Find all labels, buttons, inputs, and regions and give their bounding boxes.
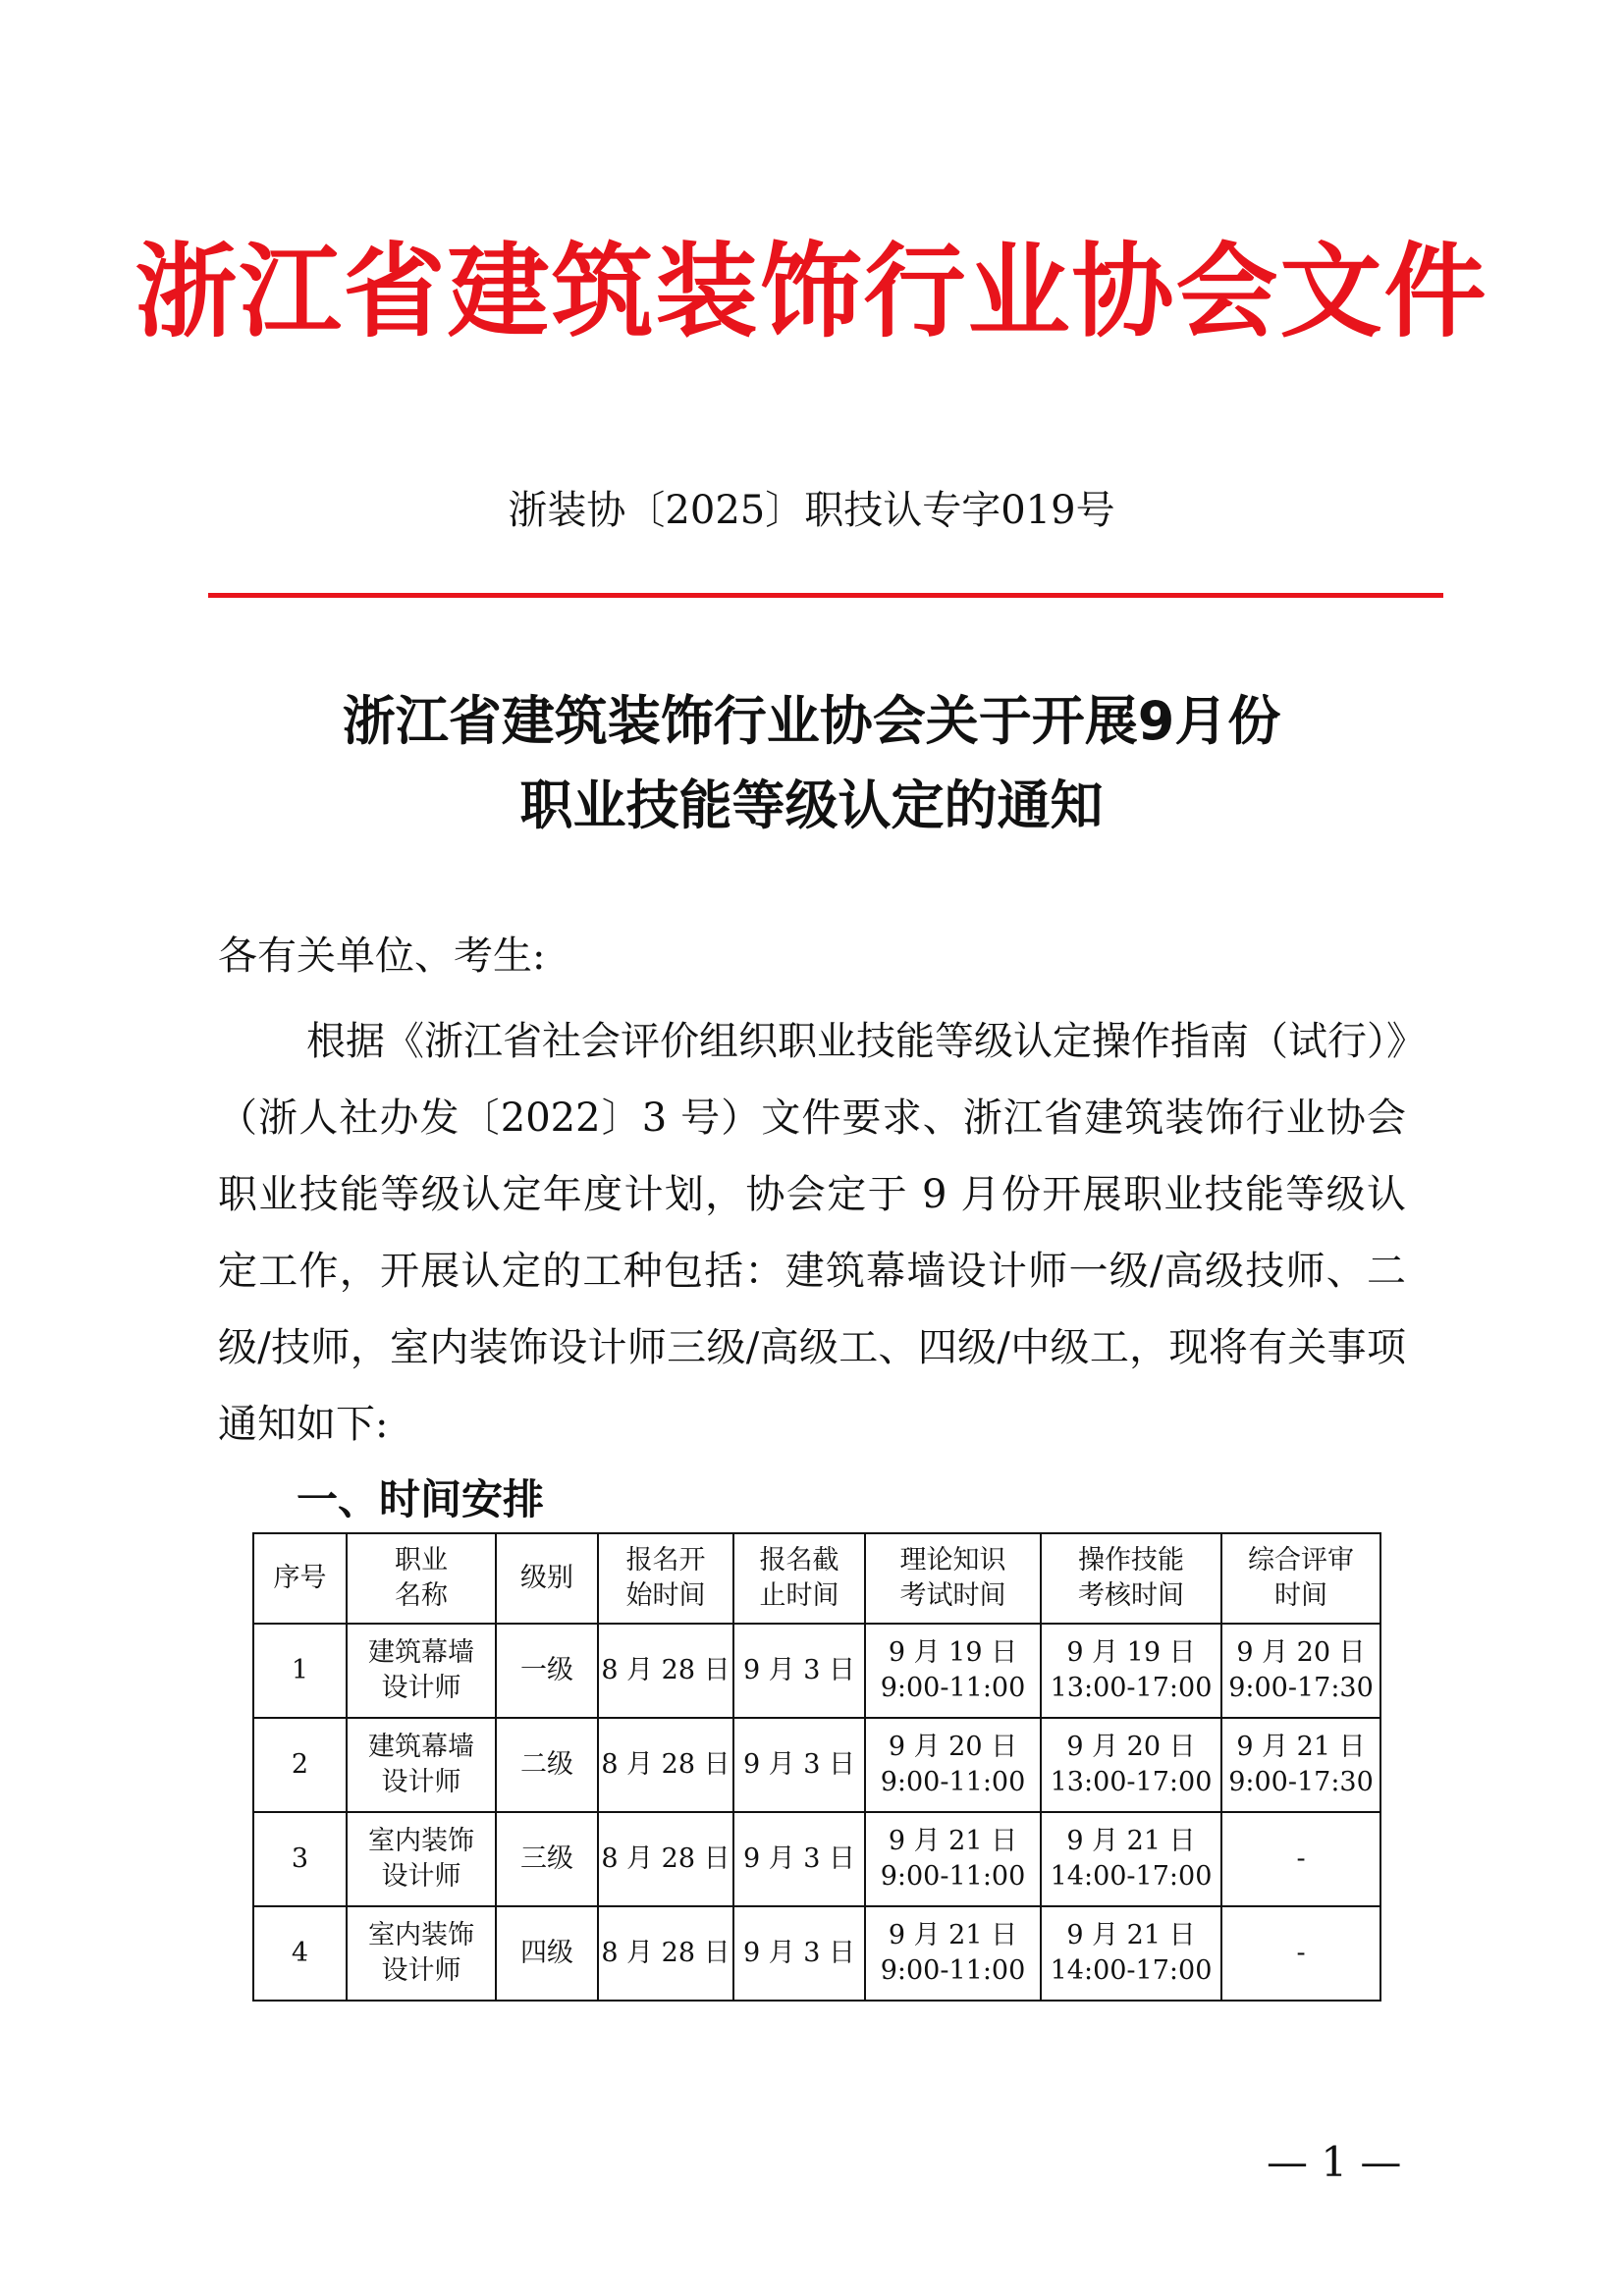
cell-reg-start: 8 月 28 日 bbox=[598, 1624, 733, 1718]
cell-text: 设计师 bbox=[381, 1767, 461, 1797]
document-number: 浙装协〔2025〕职技认专字019号 bbox=[508, 488, 1115, 533]
cell-text: 9 月 19 日 bbox=[1066, 1637, 1196, 1668]
cell-text: 建筑幕墙 bbox=[368, 1732, 474, 1762]
cell-review bbox=[1221, 1906, 1380, 2001]
cell-text: 9:00-11:00 bbox=[880, 1861, 1026, 1892]
cell-text: 9:00-17:30 bbox=[1228, 1767, 1374, 1797]
header-cell-reg-start bbox=[598, 1533, 733, 1624]
cell-reg-start: 8 月 28 日 bbox=[598, 1906, 733, 2001]
cell-text: 9 月 20 日 bbox=[888, 1732, 1018, 1762]
cell-text: 室内装饰 bbox=[368, 1920, 474, 1950]
header-text: 职业 bbox=[395, 1545, 448, 1575]
cell-text: 9:00-11:00 bbox=[880, 1767, 1026, 1797]
masthead-title: 浙江省建筑装饰行业协会文件 bbox=[135, 231, 1488, 351]
cell-reg-start: 8 月 28 日 bbox=[598, 1718, 733, 1812]
cell-text: 9 月 21 日 bbox=[1066, 1826, 1196, 1856]
table-row bbox=[253, 1812, 1380, 1906]
cell-text: 14:00-17:00 bbox=[1050, 1955, 1213, 1986]
cell-text: 9 月 21 日 bbox=[1236, 1732, 1366, 1762]
cell-text: 9:00-17:30 bbox=[1228, 1673, 1374, 1703]
cell-text: 9:00-11:00 bbox=[880, 1955, 1026, 1986]
table-header-row bbox=[253, 1533, 1380, 1624]
cell-text: 建筑幕墙 bbox=[368, 1637, 474, 1668]
header-text: 报名截 bbox=[759, 1545, 839, 1575]
schedule-table bbox=[252, 1532, 1381, 2002]
cell-text: 13:00-17:00 bbox=[1050, 1767, 1213, 1797]
cell-reg-start: 8 月 28 日 bbox=[598, 1812, 733, 1906]
header-text: 始时间 bbox=[625, 1580, 706, 1611]
header-text: 操作技能 bbox=[1078, 1545, 1184, 1575]
header-cell-level bbox=[496, 1533, 598, 1624]
cell-text: 9 月 20 日 bbox=[1066, 1732, 1196, 1762]
cell-skill bbox=[1041, 1906, 1221, 2001]
cell-text: 设计师 bbox=[381, 1955, 461, 1986]
header-text: 考核时间 bbox=[1078, 1580, 1184, 1611]
cell-skill bbox=[1041, 1624, 1221, 1718]
cell-job bbox=[347, 1906, 496, 2001]
header-text: 报名开 bbox=[625, 1545, 706, 1575]
section-heading-schedule: 一、时间安排 bbox=[297, 1475, 545, 1523]
cell-text: - bbox=[1296, 1938, 1306, 1968]
body-paragraph: 根据《浙江省社会评价组织职业技能等级认定操作指南（试行）》（浙人社办发〔2022〕3 号）文件要求、浙江省建筑装饰行业协会职业技能等级认定年度计划，协会定于 9 月份开展职业技能等级认定工作，开展认定的工种包括：建筑幕墙设计师一级/高级技师、二级/技师，室内装饰设计师三级/高级工、四级/中级工，现将有关事项通知如下: bbox=[218, 1019, 1406, 1447]
cell-level: 二级 bbox=[496, 1718, 598, 1812]
table-row bbox=[253, 1906, 1380, 2001]
cell-reg-end: 9 月 3 日 bbox=[733, 1718, 865, 1812]
header-text: 考试时间 bbox=[899, 1580, 1006, 1611]
notice-title-line-1: 浙江省建筑装饰行业协会关于开展9月份 bbox=[342, 690, 1281, 752]
notice-title bbox=[0, 679, 1623, 848]
cell-reg-end: 9 月 3 日 bbox=[733, 1812, 865, 1906]
cell-text: 室内装饰 bbox=[368, 1826, 474, 1856]
cell-job bbox=[347, 1624, 496, 1718]
cell-reg-end: 9 月 3 日 bbox=[733, 1624, 865, 1718]
header-text: 止时间 bbox=[759, 1580, 839, 1611]
cell-theory bbox=[865, 1624, 1041, 1718]
table-row bbox=[253, 1624, 1380, 1718]
cell-text: 9 月 19 日 bbox=[888, 1637, 1018, 1668]
cell-no: 1 bbox=[253, 1624, 347, 1718]
cell-text: 9:00-11:00 bbox=[880, 1673, 1026, 1703]
cell-text: 设计师 bbox=[381, 1673, 461, 1703]
cell-text: 9 月 20 日 bbox=[1236, 1637, 1366, 1668]
table-row bbox=[253, 1718, 1380, 1812]
header-cell-no bbox=[253, 1533, 347, 1624]
cell-text: 14:00-17:00 bbox=[1050, 1861, 1213, 1892]
cell-reg-end: 9 月 3 日 bbox=[733, 1906, 865, 2001]
cell-text: 9 月 21 日 bbox=[1066, 1920, 1196, 1950]
header-cell-skill bbox=[1041, 1533, 1221, 1624]
cell-text: 13:00-17:00 bbox=[1050, 1673, 1213, 1703]
header-cell-theory bbox=[865, 1533, 1041, 1624]
cell-level: 三级 bbox=[496, 1812, 598, 1906]
cell-review bbox=[1221, 1718, 1380, 1812]
cell-no: 4 bbox=[253, 1906, 347, 2001]
cell-theory bbox=[865, 1718, 1041, 1812]
cell-theory bbox=[865, 1812, 1041, 1906]
header-text: 时间 bbox=[1274, 1580, 1327, 1611]
cell-level: 一级 bbox=[496, 1624, 598, 1718]
header-text: 理论知识 bbox=[899, 1545, 1006, 1575]
header-text: 级别 bbox=[520, 1563, 573, 1593]
cell-skill bbox=[1041, 1718, 1221, 1812]
cell-no: 2 bbox=[253, 1718, 347, 1812]
red-divider-rule bbox=[208, 593, 1443, 598]
cell-text: 9 月 21 日 bbox=[888, 1826, 1018, 1856]
salutation: 各有关单位、考生: bbox=[218, 934, 546, 979]
header-cell-job bbox=[347, 1533, 496, 1624]
cell-text: - bbox=[1296, 1843, 1306, 1874]
header-text: 序号 bbox=[273, 1563, 327, 1593]
cell-skill bbox=[1041, 1812, 1221, 1906]
cell-text: 设计师 bbox=[381, 1861, 461, 1892]
cell-text: 9 月 21 日 bbox=[888, 1920, 1018, 1950]
cell-job bbox=[347, 1812, 496, 1906]
cell-level: 四级 bbox=[496, 1906, 598, 2001]
cell-review bbox=[1221, 1812, 1380, 1906]
cell-no: 3 bbox=[253, 1812, 347, 1906]
cell-review bbox=[1221, 1624, 1380, 1718]
notice-title-line-2: 职业技能等级认定的通知 bbox=[519, 774, 1104, 836]
cell-theory bbox=[865, 1906, 1041, 2001]
header-text: 名称 bbox=[395, 1580, 448, 1611]
header-cell-reg-end bbox=[733, 1533, 865, 1624]
header-text: 综合评审 bbox=[1248, 1545, 1354, 1575]
cell-job bbox=[347, 1718, 496, 1812]
page-number: — 1 — bbox=[1267, 2138, 1402, 2186]
header-cell-review bbox=[1221, 1533, 1380, 1624]
